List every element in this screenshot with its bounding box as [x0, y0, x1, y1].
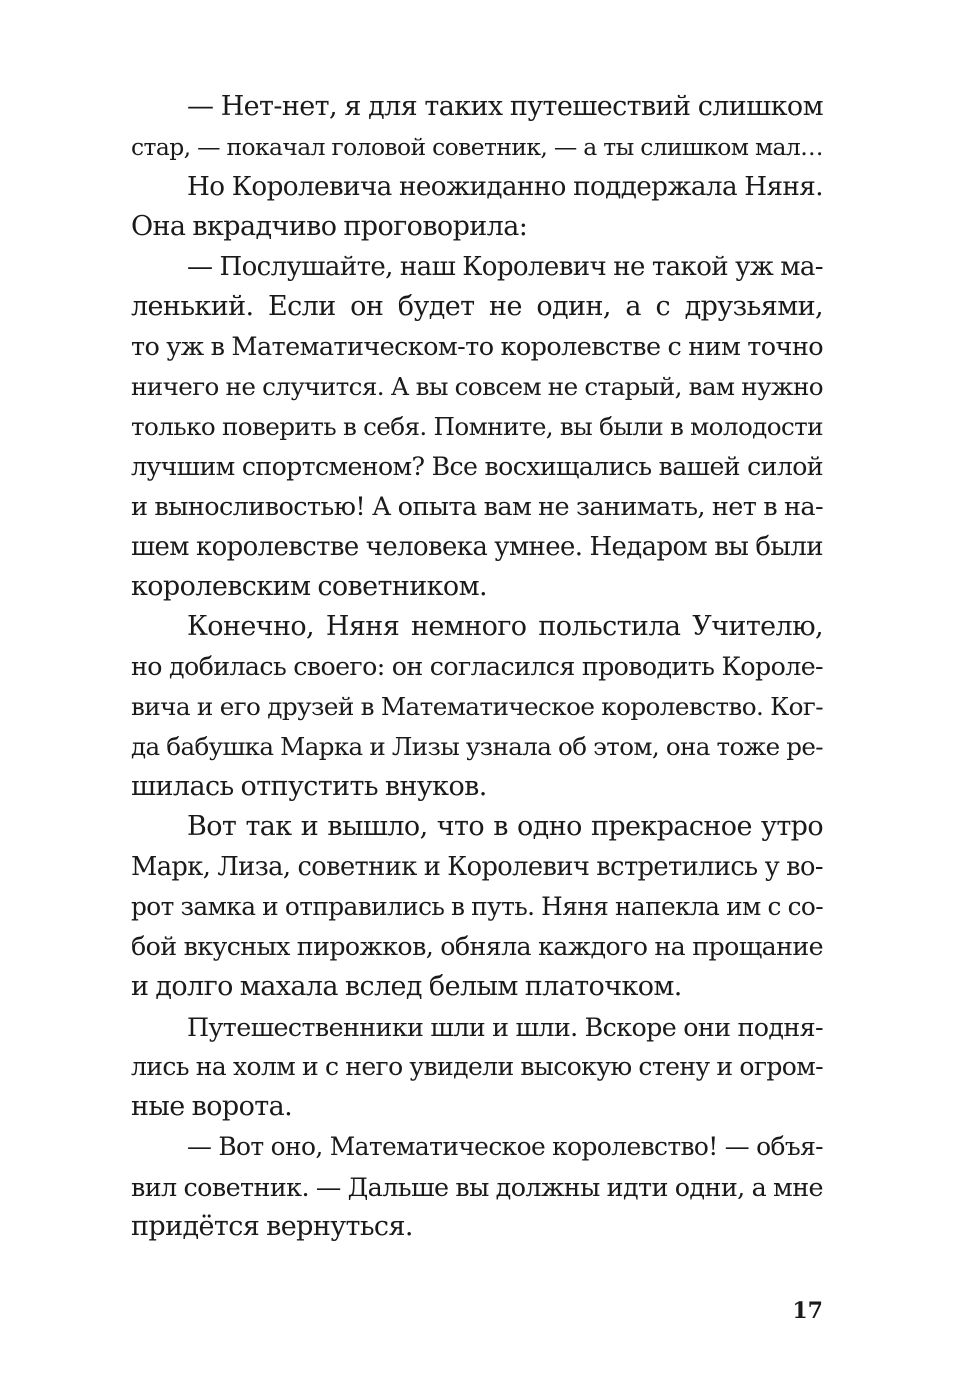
text-line: бой вкусных пирожков, обняла каждого на прощание — [131, 932, 823, 961]
body-text — [131, 87, 823, 1247]
text-line: и долго махала вслед белым платочком. — [131, 971, 682, 1002]
text-line: Путешественники шли и шли. Вскоре они подня- — [187, 1012, 823, 1042]
text-line: лучшим спортсменом? Все восхищались вашей силой — [131, 452, 823, 481]
text-line: ленький. Если он будет не один, а с друзьями, — [131, 291, 823, 322]
text-line: ничего не случится. А вы совсем не старый, вам нужно — [131, 372, 823, 401]
text-line: Конечно, Няня немного польстила Учителю, — [187, 611, 823, 642]
text-line: — Вот оно, Математическое королевство! — объя- — [187, 1132, 823, 1161]
text-line: но добилась своего: он согласился проводить Короле- — [131, 652, 823, 681]
text-line: Она вкрадчиво проговорила: — [131, 211, 528, 242]
text-line: стар, — покачал головой советник, — а ты слишком мал… — [131, 133, 823, 161]
text-line: Но Королевича неожиданно поддержала Няня. — [187, 172, 823, 202]
text-line: шем королевстве человека умнее. Недаром вы были — [131, 532, 823, 562]
text-line: придётся вернуться. — [131, 1211, 413, 1242]
text-line: шилась отпустить внуков. — [131, 771, 487, 802]
text-line: ные ворота. — [131, 1091, 293, 1122]
text-line: да бабушка Марка и Лизы узнала об этом, она тоже ре- — [131, 732, 823, 761]
page-number: 17 — [792, 1298, 823, 1324]
text-line: лись на холм и с него увидели высокую стену и огром- — [131, 1052, 823, 1081]
text-line: рот замка и отправились в путь. Няня напекла им с со- — [131, 892, 823, 921]
text-line: и выносливостью! А опыта вам не занимать, нет в на- — [131, 492, 823, 522]
text-line: — Послушайте, наш Королевич не такой уж ма- — [187, 252, 823, 282]
text-line: Марк, Лиза, советник и Королевич встретились у во- — [131, 852, 823, 882]
text-line: то уж в Математическом-то королевстве с ним точно — [131, 332, 823, 362]
text-line: только поверить в себя. Помните, вы были в молодости — [131, 412, 823, 441]
text-line: вича и его друзей в Математическое королевство. Ког- — [131, 692, 823, 721]
text-line: королевским советником. — [131, 571, 487, 602]
text-line: — Нет-нет, я для таких путешествий слишком — [187, 91, 823, 122]
text-line: Вот так и вышло, что в одно прекрасное утро — [187, 811, 823, 842]
text-line: вил советник. — Дальше вы должны идти одни, а мне — [131, 1172, 823, 1202]
